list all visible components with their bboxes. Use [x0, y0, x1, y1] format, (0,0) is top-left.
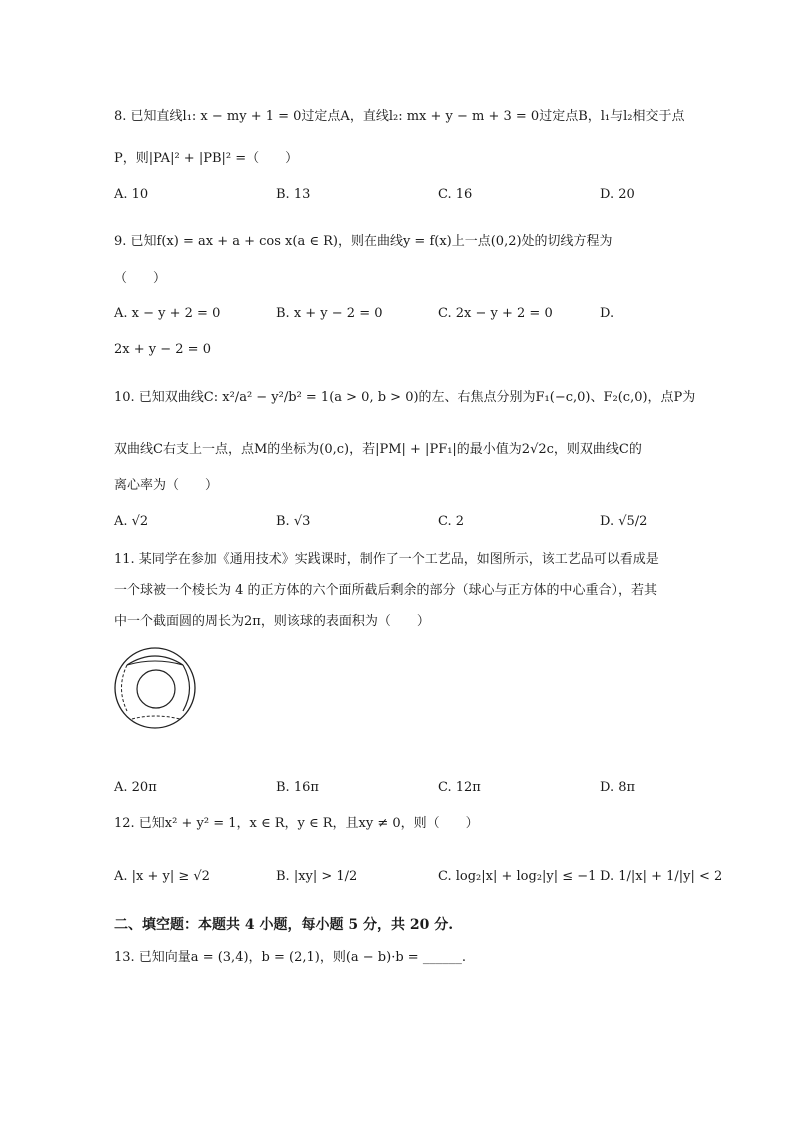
q11-line1: 11. 某同学在参加《通用技术》实践课时，制作了一个工艺品，如图所示，该工艺品可以看成是	[114, 552, 659, 567]
q9-option-c: C. 2x − y + 2 = 0	[438, 306, 553, 321]
q12-line1: 12. 已知x² + y² = 1，x ∈ R，y ∈ R，且xy ≠ 0，则（ ）	[114, 816, 479, 831]
q11-option-c: C. 12π	[438, 780, 481, 795]
q11-option-d: D. 8π	[600, 780, 636, 795]
q10-option-d: D. √5/2	[600, 514, 648, 529]
q9-option-b: B. x + y − 2 = 0	[276, 306, 383, 321]
q10-line1: 10. 已知双曲线C: x²/a² − y²/b² = 1(a > 0, b > 0)的左、右焦点分别为F₁(−c,0)、F₂(c,0)，点P为	[114, 390, 696, 405]
section-heading-fill-in: 二、填空题：本题共 4 小题，每小题 5 分，共 20 分.	[114, 917, 454, 933]
q10-line2: 双曲线C右支上一点，点M的坐标为(0,c)，若|PM| + |PF₁|的最小值为2√2c，则双曲线C的	[114, 442, 642, 457]
q9-line2: （ ）	[114, 271, 167, 286]
q10-option-b: B. √3	[276, 514, 311, 529]
q11-option-a: A. 20π	[114, 780, 157, 795]
q10-option-a: A. √2	[114, 514, 149, 529]
q8-option-c: C. 16	[438, 187, 473, 202]
q12-option-b: B. |xy| > 1/2	[276, 869, 358, 884]
q9-option-a: A. x − y + 2 = 0	[114, 306, 221, 321]
sphere-cube-figure	[110, 643, 200, 733]
q8-line1: 8. 已知直线l₁: x − my + 1 = 0过定点A，直线l₂: mx + y − m + 3 = 0过定点B，l₁与l₂相交于点	[114, 109, 685, 124]
q11-line3: 中一个截面圆的周长为2π，则该球的表面积为（ ）	[114, 614, 430, 629]
q8-option-d: D. 20	[600, 187, 635, 202]
q10-line3: 离心率为（ ）	[114, 478, 219, 493]
sphere-cube-diagram	[110, 643, 200, 733]
q11-line2: 一个球被一个棱长为 4 的正方体的六个面所截后剩余的部分（球心与正方体的中心重合），若其	[114, 583, 658, 598]
q8-line2: P，则|PA|² + |PB|² =（ ）	[114, 151, 299, 166]
q11-option-b: B. 16π	[276, 780, 319, 795]
q12-option-a: A. |x + y| ≥ √2	[114, 869, 210, 884]
q12-option-c: C. log₂|x| + log₂|y| ≤ −1	[438, 869, 597, 884]
q9-option-d-cont: 2x + y − 2 = 0	[114, 342, 211, 357]
q8-option-b: B. 13	[276, 187, 311, 202]
q10-option-c: C. 2	[438, 514, 465, 529]
q9-line1: 9. 已知f(x) = ax + a + cos x(a ∈ R)，则在曲线y = f(x)上一点(0,2)处的切线方程为	[114, 234, 613, 249]
q9-option-d: D.	[600, 306, 615, 321]
q12-option-d: D. 1/|x| + 1/|y| < 2	[600, 869, 723, 884]
q13-line1: 13. 已知向量a = (3,4)，b = (2,1)，则(a − b)·b = ______.	[114, 950, 466, 965]
q8-option-a: A. 10	[114, 187, 149, 202]
